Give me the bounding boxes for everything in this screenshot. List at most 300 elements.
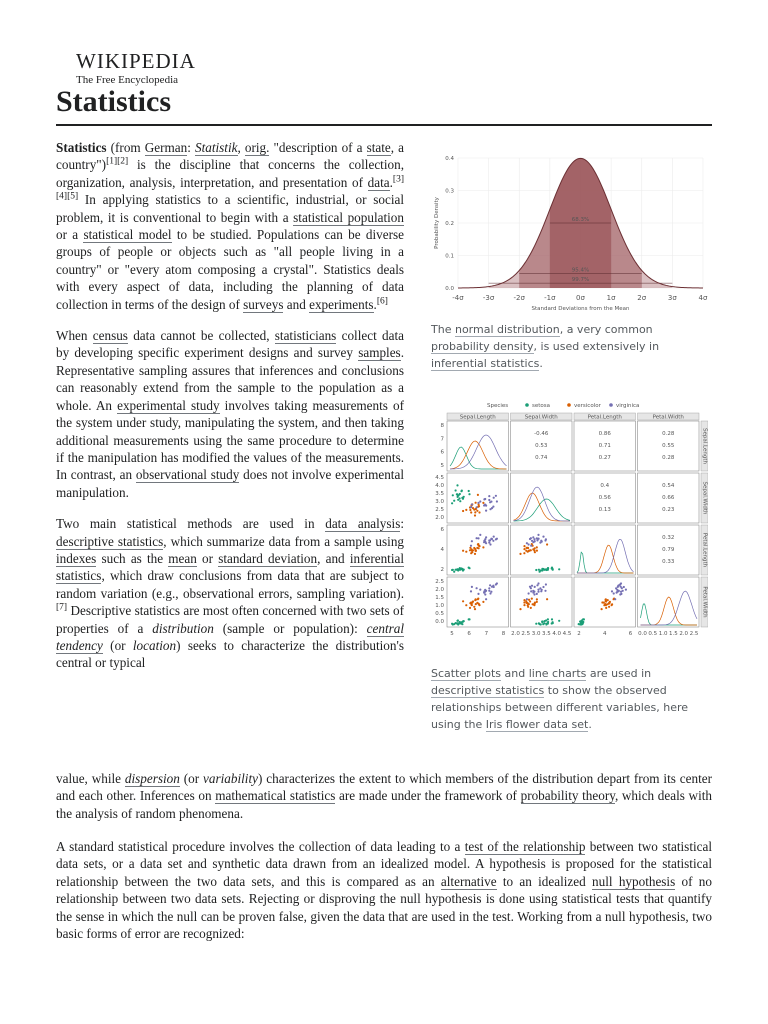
correlation-value: 0.54 [662, 483, 675, 489]
column-label: Sepal.Length [459, 414, 496, 421]
text-run: The [431, 323, 455, 336]
x-tick-label: 8 [501, 631, 506, 637]
scatter-point [526, 602, 528, 604]
scatter-point [613, 592, 615, 594]
scatter-point [469, 547, 471, 549]
scatter-point [611, 603, 613, 605]
scatter-point [533, 540, 535, 542]
scatter-point [533, 538, 535, 540]
article-link[interactable]: line charts [528, 667, 587, 680]
scatter-point [456, 620, 458, 622]
scatter-point [536, 546, 538, 548]
scatter-point [452, 569, 454, 571]
scatter-point [474, 514, 476, 516]
scatter-point [601, 608, 603, 610]
scatter-point [461, 621, 463, 623]
scatter-point [541, 589, 543, 591]
scatter-point [477, 502, 479, 504]
scatter-point [542, 623, 544, 625]
scatter-point [531, 598, 533, 600]
scatter-point [541, 621, 543, 623]
scatter-point [530, 607, 532, 609]
y-tick-label: 2.0 [435, 515, 444, 521]
scatter-point [478, 505, 480, 507]
scatter-point [484, 538, 486, 540]
band-label: 95.4% [571, 267, 590, 274]
y-tick-label: 3.5 [435, 491, 444, 497]
scatter-point [530, 537, 532, 539]
scatter-point [490, 538, 492, 540]
text-run: involves taking measurements of the system under study, manipulating the system, and then taking additional measurements using the same procedure to determine if the manipulation has modified the values of the measurements. In contrast, an [56, 397, 404, 483]
y-tick-label: 6 [440, 449, 444, 456]
x-tick-label: 3.5 [542, 631, 551, 637]
scatter-point [528, 592, 530, 594]
text-run: When [56, 328, 93, 344]
x-tick-label: -1σ [544, 294, 556, 302]
text-run: "description of a [269, 140, 367, 155]
text-run: , and [317, 550, 350, 566]
text-run: of no relationship between two data sets. Rejecting or disproving the null hypothesis is done using statistical tests that quantify the sense in which the null can be proven false, given the data that are used in the test. Working from a null hypothesis, two basic forms of error are recognized: [56, 873, 712, 942]
article-link[interactable]: test of the relationship [464, 839, 586, 854]
scatter-point [490, 501, 492, 503]
text-run: , [237, 140, 245, 155]
x-axis-label: Standard Deviations from the Mean [531, 306, 630, 312]
correlation-value: 0.33 [662, 559, 675, 565]
scatter-point [616, 591, 618, 593]
citation-ref[interactable]: [7] [56, 602, 68, 613]
scatter-point [470, 590, 472, 592]
scatter-point [461, 497, 463, 499]
article-link[interactable]: probability density [431, 340, 534, 353]
text-run: to an idealized [496, 873, 593, 889]
figure-normal-distribution [431, 150, 708, 372]
scatter-point [537, 589, 539, 591]
scatter-point [545, 583, 547, 585]
article-link[interactable]: experiments [309, 296, 374, 312]
scatter-point [496, 538, 498, 540]
article-link[interactable]: normal distribution [454, 323, 560, 336]
scatter-point [542, 568, 544, 570]
text-run: . [539, 357, 543, 370]
legend-marker [609, 403, 613, 407]
scatter-point [459, 567, 461, 569]
scatter-point [491, 586, 493, 588]
scatter-point [526, 542, 528, 544]
x-tick-label: -4σ [452, 294, 464, 302]
scatter-point [526, 547, 528, 549]
scatter-point [528, 599, 530, 601]
scatter-point [558, 620, 560, 622]
paragraph-intro [56, 139, 404, 313]
text-run: , which draw conclusions from data that are subject to random variation (e.g., observational errors, sampling variation). [56, 568, 404, 601]
x-tick-label: 2.0 [511, 631, 520, 637]
scatter-point [452, 623, 454, 625]
scatter-point [477, 537, 479, 539]
scatter-point [469, 509, 471, 511]
article-link[interactable]: statisticians [274, 328, 337, 344]
scatter-point [475, 598, 477, 600]
scatter-point [545, 623, 547, 625]
paragraph-procedure [56, 838, 712, 942]
panel-frame [574, 525, 636, 575]
scatter-point [608, 602, 610, 604]
text-run: : [400, 516, 404, 532]
y-tick-label: 1.5 [435, 595, 444, 601]
article-link[interactable]: inferential statistics [431, 357, 540, 370]
scatter-point [489, 584, 491, 586]
panel-frame [511, 577, 573, 627]
article-link[interactable]: statistical model [83, 227, 172, 243]
figure-normal-caption [431, 321, 708, 372]
scatter-point [620, 591, 622, 593]
correlation-value: 0.27 [598, 455, 611, 461]
scatter-point [471, 551, 473, 553]
scatter-point [583, 618, 585, 620]
scatter-point [552, 569, 554, 571]
text-run: are used in [586, 667, 652, 680]
article-link[interactable]: state [366, 140, 391, 155]
text-run: does not involve experimental manipulation. [56, 467, 404, 500]
text-run: . Representative sampling assures that inferences and conclusions can reasonably extend from the sample to the population as a whole. An [56, 345, 404, 413]
text-run: In applying statistics to a scientific, industrial, or social problem, it is conventional to begin with a [56, 192, 404, 225]
scatter-point [476, 537, 478, 539]
article-link[interactable]: alternative [440, 873, 497, 889]
article-link[interactable]: mathematical statistics [215, 788, 336, 804]
y-tick-label: 2.5 [435, 507, 444, 513]
scatter-point [484, 498, 486, 500]
title-divider [56, 124, 712, 126]
x-tick-label: 2.5 [521, 631, 531, 637]
scatter-point [603, 602, 605, 604]
article-link[interactable]: descriptive statistics [431, 684, 545, 697]
scatter-point [470, 506, 472, 508]
row-label: Petal.Width [701, 586, 708, 618]
scatter-point [488, 542, 490, 544]
article-link[interactable]: census [92, 328, 128, 344]
scatter-point [473, 606, 475, 608]
article-link[interactable]: Iris flower data set [485, 718, 589, 731]
text-run: variability [203, 771, 258, 786]
scatter-point [523, 604, 525, 606]
scatter-point [479, 589, 481, 591]
correlation-value: 0.66 [662, 495, 675, 501]
wikipedia-wordmark-text: WIKIPEDIA [76, 49, 196, 73]
scatter-point [621, 587, 623, 589]
wikipedia-wordmark [76, 50, 196, 72]
scatter-point [482, 601, 484, 603]
article-link[interactable]: statistical population [293, 209, 404, 225]
legend-label: versicolor [574, 403, 601, 409]
x-tick-label: 4.5 [562, 631, 572, 637]
scatter-point [534, 602, 536, 604]
paragraph-census [56, 327, 404, 501]
text-run: (sample or population): [213, 620, 367, 636]
scatter-point [462, 600, 464, 602]
correlation-value: -0.46 [534, 431, 549, 437]
scatter-point [488, 499, 490, 501]
scatter-point [474, 608, 476, 610]
scatter-point [605, 598, 607, 600]
article-link[interactable]: inferential statistics [56, 550, 405, 584]
article-link[interactable]: standard deviation [218, 550, 318, 566]
scatter-point [545, 619, 547, 621]
scatter-point [471, 540, 473, 542]
text-run: Descriptive statistics are most often concerned with two sets of properties of a [56, 603, 404, 636]
scatter-point [547, 621, 549, 623]
scatter-point [540, 623, 542, 625]
text-run: , which deals with the analysis of random phenomena. [56, 788, 712, 821]
legend-title: Species [487, 403, 509, 409]
scatter-point [547, 567, 549, 569]
scatter-point [488, 587, 490, 589]
scatter-point [490, 591, 492, 593]
x-tick-label: -2σ [513, 294, 525, 302]
correlation-value: 0.74 [535, 455, 548, 461]
scatter-point [479, 500, 481, 502]
text-run: distribution [152, 620, 214, 636]
citation-ref[interactable]: [3][4][5] [56, 174, 404, 202]
scatter-point [456, 484, 458, 486]
x-tick-label: 5 [450, 631, 454, 637]
figure-iris-caption [431, 665, 708, 733]
correlation-value: 0.28 [662, 431, 675, 437]
y-tick-label: 0.0 [435, 619, 444, 625]
article-link[interactable]: dispersion [124, 771, 180, 786]
legend-marker [567, 403, 571, 407]
y-tick-label: 4.0 [435, 483, 444, 489]
text-run: location [132, 637, 177, 653]
x-tick-label: 2 [577, 631, 581, 637]
scatter-point [545, 568, 547, 570]
paragraph-methods-continued-block [56, 770, 712, 822]
scatter-point [465, 604, 467, 606]
x-tick-label: 6 [628, 631, 633, 637]
scatter-point [535, 569, 537, 571]
iris-scatter-matrix-chart[interactable] [431, 395, 708, 663]
scatter-point [496, 582, 498, 584]
scatter-point [476, 510, 478, 512]
article-link[interactable]: central tendency [56, 620, 404, 653]
scatter-point [546, 543, 548, 545]
scatter-point [531, 585, 533, 587]
article-link[interactable]: orig. [244, 140, 270, 155]
y-tick-label: 6 [440, 527, 444, 533]
paragraph-methods [56, 515, 404, 672]
band-label: 68.3% [571, 217, 590, 223]
scatter-point [484, 593, 486, 595]
text-run: (from [106, 140, 145, 155]
text-run: ) seeks to characterize the distribution's central or typical [56, 637, 404, 671]
scatter-point [491, 507, 493, 509]
article-link[interactable]: indexes [56, 550, 97, 566]
scatter-point [533, 591, 535, 593]
correlation-value: 0.86 [598, 431, 611, 437]
text-run: . [373, 296, 377, 312]
scatter-point [470, 511, 472, 513]
scatter-point [546, 598, 548, 600]
scatter-point [472, 507, 474, 509]
text-run: Two main statistical methods are used in [56, 516, 326, 532]
scatter-point [453, 500, 455, 502]
scatter-point [474, 511, 476, 513]
text-run: or [196, 550, 219, 566]
y-tick-label: 4 [440, 547, 444, 553]
scatter-point [478, 545, 480, 547]
scatter-point [530, 590, 532, 592]
scatter-point [457, 495, 459, 497]
article-link[interactable]: Scatter plots [431, 667, 501, 680]
scatter-point [544, 590, 546, 592]
panel-frame [638, 577, 700, 627]
y-tick-label: 7 [440, 436, 444, 443]
text-run: , a very common [559, 323, 653, 336]
x-tick-label: 1.0 [658, 631, 668, 637]
scatter-point [455, 489, 457, 491]
article-link[interactable]: descriptive statistics [56, 533, 164, 549]
correlation-value: 0.71 [598, 443, 611, 449]
scatter-point [471, 503, 473, 505]
y-tick-label: 0.0 [445, 286, 454, 292]
scatter-point [523, 601, 525, 603]
scatter-point [527, 606, 529, 608]
citation-ref[interactable]: [1][2] [106, 157, 129, 168]
article-body-column [56, 139, 404, 686]
scatter-point [541, 541, 543, 543]
text-run: is the discipline that concerns the collection, organization, analysis, interpretation, and presentation of [56, 157, 404, 190]
scatter-point [536, 598, 538, 600]
scatter-point [451, 502, 453, 504]
article-link[interactable]: data [367, 174, 390, 190]
article-link[interactable]: experimental study [117, 397, 220, 413]
y-tick-label: 1.0 [435, 603, 444, 609]
scatter-point [536, 601, 538, 603]
correlation-value: 0.4 [600, 483, 610, 489]
scatter-point [453, 571, 455, 573]
x-tick-label: 4σ [698, 294, 708, 302]
x-tick-label: 3σ [667, 294, 677, 302]
article-link[interactable]: Statistik [195, 140, 238, 155]
text-run: (or [102, 637, 133, 653]
x-tick-label: -3σ [482, 294, 495, 302]
text-run: data cannot be collected, [127, 328, 275, 344]
article-link[interactable]: mean [168, 550, 197, 566]
scatter-point [537, 582, 539, 584]
x-tick-label: 2σ [637, 294, 647, 302]
scatter-point [478, 511, 480, 513]
scatter-point [537, 538, 539, 540]
scatter-point [477, 494, 479, 496]
scatter-point [462, 550, 464, 552]
scatter-point [523, 548, 525, 550]
scatter-point [457, 623, 459, 625]
scatter-point [617, 585, 619, 587]
scatter-point [492, 540, 494, 542]
scatter-point [482, 546, 484, 548]
y-tick-label: 3.0 [435, 499, 444, 505]
scatter-point [534, 551, 536, 553]
scatter-point [551, 618, 553, 620]
scatter-point [545, 538, 547, 540]
bold-term: Statistics [56, 140, 107, 155]
text-run: and [283, 296, 310, 312]
scatter-point [461, 490, 463, 492]
y-tick-label: 5 [440, 463, 444, 469]
scatter-point [537, 591, 539, 593]
article-link[interactable]: probability theory [520, 788, 615, 804]
scatter-point [535, 623, 537, 625]
scatter-point [558, 568, 560, 570]
scatter-point [482, 502, 484, 504]
scatter-point [542, 536, 544, 538]
scatter-point [488, 495, 490, 497]
article-link[interactable]: German [144, 140, 188, 155]
column-label: Petal.Length [587, 414, 622, 421]
y-tick-label: 0.3 [445, 188, 454, 195]
scatter-point [619, 593, 621, 595]
panel-frame [447, 525, 509, 575]
scatter-point [471, 604, 473, 606]
scatter-point [611, 590, 613, 592]
text-run: such as the [96, 550, 169, 566]
citation-ref[interactable]: [6] [376, 296, 388, 307]
article-link[interactable]: observational study [135, 467, 240, 483]
y-tick-label: 0.5 [435, 611, 444, 617]
scatter-point [468, 618, 470, 620]
scatter-point [459, 621, 461, 623]
x-tick-label: 0σ [576, 294, 585, 302]
scatter-point [528, 550, 530, 552]
scatter-point [608, 606, 610, 608]
article-link[interactable]: samples [358, 345, 401, 361]
x-tick-label: 4.0 [552, 631, 562, 637]
column-label: Petal.Width [652, 414, 684, 421]
scatter-point [462, 510, 464, 512]
article-link[interactable]: data analysis [325, 516, 401, 532]
row-label: Petal.Length [701, 532, 708, 568]
scatter-point [607, 599, 609, 601]
scatter-point [536, 550, 538, 552]
scatter-point [461, 568, 463, 570]
scatter-point [479, 534, 481, 536]
row-label: Sepal.Length [701, 428, 708, 464]
scatter-point [476, 587, 478, 589]
scatter-point [530, 545, 532, 547]
scatter-point [533, 593, 535, 595]
scatter-point [523, 552, 525, 554]
x-tick-label: 3.0 [531, 631, 541, 637]
text-run: : [187, 140, 195, 155]
text-run: A standard statistical procedure involves the collection of data leading to a [56, 839, 465, 854]
y-tick-label: 2.0 [435, 587, 444, 593]
scatter-point [459, 493, 461, 495]
y-axis-label: Probability Density [434, 197, 440, 249]
scatter-point [476, 602, 478, 604]
text-run: to show the observed relationships between different variables, here using the [431, 684, 689, 731]
article-link[interactable]: surveys [243, 296, 284, 312]
y-tick-label: 0.4 [445, 156, 454, 162]
scatter-point [474, 553, 476, 555]
article-link[interactable]: null hypothesis [592, 873, 676, 889]
scatter-point [519, 608, 521, 610]
scatter-point [620, 582, 622, 584]
scatter-point [495, 495, 497, 497]
normal-distribution-chart[interactable] [431, 150, 708, 315]
scatter-point [485, 510, 487, 512]
scatter-point [614, 598, 616, 600]
x-tick-label: 7 [484, 631, 489, 637]
correlation-value: 0.28 [662, 455, 675, 461]
scatter-point [471, 602, 473, 604]
